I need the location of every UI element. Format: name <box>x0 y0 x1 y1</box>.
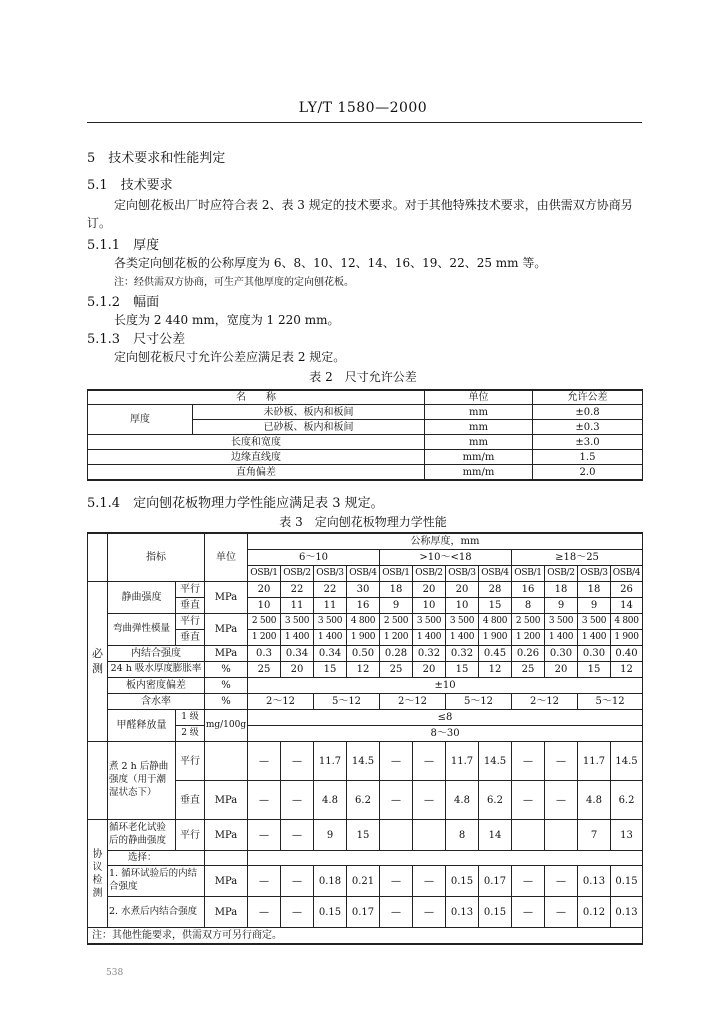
group-spacer <box>88 742 108 820</box>
column-header-unit: 单位 <box>425 390 533 405</box>
unit-cell: MPa <box>205 897 248 928</box>
value-cell: 1 900 <box>611 630 643 646</box>
table-row <box>88 614 643 630</box>
direction-perpendicular: 垂直 <box>176 630 205 646</box>
value-cell: 0.40 <box>611 646 643 662</box>
value-cell: 1 200 <box>248 630 281 646</box>
unit-cell: mg/100g <box>205 710 248 742</box>
value-cell: 15 <box>479 598 512 614</box>
grade-1-label: 1 级 <box>176 710 205 726</box>
cyclic-bending-label: 循环老化试验后的静曲强度 <box>108 820 176 851</box>
value-cell: — <box>248 781 281 820</box>
value-cell: 0.17 <box>347 897 380 928</box>
value-cell: 2～12 <box>512 694 578 710</box>
row-unit: mm/m <box>425 450 533 465</box>
moisture-label: 含水率 <box>108 694 205 710</box>
value-cell: 0.15 <box>446 866 479 897</box>
value-cell: 6.2 <box>479 781 512 820</box>
section-5-1-paragraph-cont: 订。 <box>87 216 112 230</box>
osb-grade: OSB/1 <box>380 566 413 582</box>
column-header-nominal-thickness: 公称厚度，mm <box>248 533 643 550</box>
table-row <box>88 662 643 678</box>
value-cell: 4 800 <box>347 614 380 630</box>
value-cell: 0.15 <box>479 897 512 928</box>
value-cell: 9 <box>578 598 611 614</box>
value-cell: 6.2 <box>347 781 380 820</box>
value-cell: 20 <box>248 582 281 598</box>
thickness-group-3: ≥18～25 <box>512 550 643 566</box>
section-5-1-paragraph: 定向刨花板出厂时应符合表 2、表 3 规定的技术要求。对于其他特殊技术要求，由供需双方协商另 <box>114 198 633 212</box>
value-cell: — <box>380 897 413 928</box>
value-cell: 16 <box>347 598 380 614</box>
value-cell: 11 <box>281 598 314 614</box>
value-cell: 10 <box>446 598 479 614</box>
value-cell: 4 800 <box>479 614 512 630</box>
value-cell: 0.30 <box>545 646 578 662</box>
value-cell: 11.7 <box>578 742 611 781</box>
value-cell: 20 <box>413 582 446 598</box>
column-header-name: 名 称 <box>88 390 425 405</box>
unit-cell: % <box>205 678 248 694</box>
value-cell: 26 <box>611 582 643 598</box>
osb-grade: OSB/3 <box>578 566 611 582</box>
value-cell: 18 <box>545 582 578 598</box>
value-cell: 12 <box>479 662 512 678</box>
value-cell: — <box>512 897 545 928</box>
value-cell: 6.2 <box>611 781 643 820</box>
osb-grade: OSB/4 <box>479 566 512 582</box>
value-cell: — <box>248 866 281 897</box>
value-cell: 0.21 <box>347 866 380 897</box>
table-row <box>88 405 643 420</box>
value-cell: 14.5 <box>479 742 512 781</box>
unit-cell: MPa <box>205 614 248 646</box>
section-5-1-4-title: 5.1.4 定向刨花板物理力学性能应满足表 3 规定。 <box>87 496 384 511</box>
internal-bond-label: 内结合强度 <box>108 646 205 662</box>
value-cell: 0.34 <box>314 646 347 662</box>
value-cell: — <box>413 742 446 781</box>
value-cell: — <box>281 781 314 820</box>
value-cell: 22 <box>281 582 314 598</box>
value-cell <box>248 851 643 866</box>
value-cell: 11 <box>314 598 347 614</box>
value-cell: — <box>545 897 578 928</box>
direction-parallel: 平行 <box>176 582 205 598</box>
section-5-1-1-title: 5.1.1 厚度 <box>87 238 160 253</box>
value-cell: 1 400 <box>281 630 314 646</box>
value-cell: 0.45 <box>479 646 512 662</box>
section-5-1-1-note: 注：经供需双方协商，可生产其他厚度的定向刨花板。 <box>114 277 354 288</box>
value-cell: ≤8 <box>248 710 643 726</box>
value-cell: 2～12 <box>380 694 446 710</box>
value-cell: 2 500 <box>380 614 413 630</box>
section-5-1-3-paragraph: 定向刨花板尺寸允许公差应满足表 2 规定。 <box>114 350 346 364</box>
direction-parallel: 平行 <box>176 614 205 630</box>
value-cell: — <box>512 866 545 897</box>
row-label: 长度和宽度 <box>88 435 425 450</box>
value-cell <box>380 820 413 851</box>
table-row <box>88 390 643 405</box>
row-label: 直角偏差 <box>88 465 425 481</box>
value-cell: 5～12 <box>314 694 380 710</box>
value-cell: — <box>281 742 314 781</box>
value-cell: 15 <box>347 820 380 851</box>
value-cell: 4.8 <box>314 781 347 820</box>
section-5-1-2-paragraph: 长度为 2 440 mm，宽度为 1 220 mm。 <box>114 313 340 327</box>
row-unit: mm <box>425 420 533 435</box>
value-cell: 0.13 <box>611 897 643 928</box>
table-row <box>88 465 643 481</box>
value-cell: 2～12 <box>248 694 314 710</box>
value-cell: 11.7 <box>314 742 347 781</box>
value-cell: 25 <box>512 662 545 678</box>
choose-label: 选择： <box>108 851 205 866</box>
section-5-1-2-title: 5.1.2 幅面 <box>87 295 160 310</box>
page-number: 538 <box>106 968 124 978</box>
static-bending-label: 静曲强度 <box>108 582 176 614</box>
thickness-label: 厚度 <box>88 405 193 435</box>
value-cell: — <box>281 897 314 928</box>
value-cell: — <box>248 820 281 851</box>
value-cell: 10 <box>248 598 281 614</box>
value-cell: 8 <box>446 820 479 851</box>
value-cell: 25 <box>380 662 413 678</box>
value-cell: 10 <box>413 598 446 614</box>
value-cell: 22 <box>314 582 347 598</box>
value-cell: 1 400 <box>446 630 479 646</box>
value-cell: 3 500 <box>446 614 479 630</box>
value-cell: 1 900 <box>347 630 380 646</box>
osb-grade: OSB/2 <box>545 566 578 582</box>
value-cell: 1 400 <box>545 630 578 646</box>
column-header-unit: 单位 <box>205 533 248 582</box>
table-2-caption: 表 2 尺寸允许公差 <box>309 370 417 384</box>
row-tolerance: ±0.3 <box>533 420 643 435</box>
value-cell: 20 <box>446 582 479 598</box>
value-cell: 25 <box>248 662 281 678</box>
value-cell: 3 500 <box>545 614 578 630</box>
table-row <box>88 435 643 450</box>
value-cell: 3 500 <box>314 614 347 630</box>
unit-cell <box>205 742 248 781</box>
osb-grade: OSB/3 <box>314 566 347 582</box>
value-cell: — <box>413 866 446 897</box>
value-cell: 9 <box>314 820 347 851</box>
value-cell: — <box>413 781 446 820</box>
value-cell: — <box>281 866 314 897</box>
value-cell: 0.28 <box>380 646 413 662</box>
value-cell: 28 <box>479 582 512 598</box>
cyclic-internal-bond-label: 1. 循环试验后的内结合强度 <box>108 866 205 897</box>
value-cell: 1 400 <box>413 630 446 646</box>
value-cell: 1 900 <box>479 630 512 646</box>
value-cell: 18 <box>578 582 611 598</box>
value-cell: — <box>545 866 578 897</box>
table-row <box>88 710 643 726</box>
value-cell: — <box>248 897 281 928</box>
header-rule <box>87 122 642 123</box>
value-cell: 16 <box>512 582 545 598</box>
formaldehyde-label: 甲醛释放量 <box>108 710 176 742</box>
value-cell: 8～30 <box>248 726 643 742</box>
value-cell: 3 500 <box>413 614 446 630</box>
value-cell: 0.50 <box>347 646 380 662</box>
value-cell: 0.18 <box>314 866 347 897</box>
value-cell: 11.7 <box>446 742 479 781</box>
unit-cell: MPa <box>205 781 248 820</box>
column-header-tolerance: 允许公差 <box>533 390 643 405</box>
value-cell: 14 <box>479 820 512 851</box>
group-agreed-label: 协议检测 <box>88 820 108 928</box>
value-cell: 0.26 <box>512 646 545 662</box>
thickness-group-1: 6～10 <box>248 550 380 566</box>
value-cell: 2 500 <box>248 614 281 630</box>
value-cell: 0.34 <box>281 646 314 662</box>
row-label: 未砂板、板内和板间 <box>193 405 425 420</box>
value-cell: 20 <box>413 662 446 678</box>
value-cell: — <box>248 742 281 781</box>
value-cell: 12 <box>347 662 380 678</box>
value-cell: 7 <box>578 820 611 851</box>
value-cell: 14.5 <box>611 742 643 781</box>
row-unit: mm <box>425 405 533 420</box>
section-5-1-3-title: 5.1.3 尺寸公差 <box>87 332 186 347</box>
grade-2-label: 2 级 <box>176 726 205 742</box>
osb-grade: OSB/3 <box>446 566 479 582</box>
value-cell: — <box>512 742 545 781</box>
unit-cell: % <box>205 662 248 678</box>
value-cell: 1 200 <box>512 630 545 646</box>
value-cell: 8 <box>512 598 545 614</box>
value-cell: 15 <box>578 662 611 678</box>
standard-code-header: LY/T 1580—2000 <box>298 100 428 116</box>
value-cell: 4.8 <box>446 781 479 820</box>
value-cell: 15 <box>314 662 347 678</box>
value-cell: 0.13 <box>446 897 479 928</box>
value-cell <box>512 820 545 851</box>
value-cell: 4.8 <box>578 781 611 820</box>
value-cell: 0.12 <box>578 897 611 928</box>
density-deviation-label: 板内密度偏差 <box>108 678 205 694</box>
value-cell: 0.32 <box>446 646 479 662</box>
table-row <box>88 897 643 928</box>
value-cell: 0.13 <box>578 866 611 897</box>
table-3-note: 注：其他性能要求，供需双方可另行商定。 <box>88 928 643 945</box>
osb-grade: OSB/2 <box>413 566 446 582</box>
table-row <box>88 866 643 897</box>
value-cell: 12 <box>611 662 643 678</box>
value-cell: 3 500 <box>281 614 314 630</box>
unit-cell: MPa <box>205 820 248 851</box>
value-cell: 5～12 <box>446 694 512 710</box>
value-cell: 13 <box>611 820 643 851</box>
value-cell: 20 <box>545 662 578 678</box>
direction-parallel: 平行 <box>176 742 205 781</box>
direction-parallel: 平行 <box>176 820 205 851</box>
group-spacer <box>88 533 108 582</box>
table-row <box>88 820 643 851</box>
value-cell: 3 500 <box>578 614 611 630</box>
column-header-index: 指标 <box>108 533 205 582</box>
table-row <box>88 851 643 866</box>
value-cell: 15 <box>446 662 479 678</box>
osb-grade: OSB/1 <box>512 566 545 582</box>
value-cell: — <box>380 866 413 897</box>
value-cell: — <box>413 897 446 928</box>
thickness-group-2: >10～<18 <box>380 550 512 566</box>
section-5-title: 5 技术要求和性能判定 <box>87 151 226 166</box>
value-cell: 5～12 <box>578 694 643 710</box>
osb-grade: OSB/4 <box>347 566 380 582</box>
value-cell: 9 <box>545 598 578 614</box>
table-row <box>88 533 643 550</box>
value-cell: 9 <box>380 598 413 614</box>
table-3-physical-mechanical-properties <box>87 532 643 945</box>
osb-grade: OSB/4 <box>611 566 643 582</box>
row-label: 边缘直线度 <box>88 450 425 465</box>
unit-cell: MPa <box>205 646 248 662</box>
value-cell: 1 400 <box>314 630 347 646</box>
direction-perpendicular: 垂直 <box>176 781 205 820</box>
value-cell: 2 500 <box>512 614 545 630</box>
unit-cell: % <box>205 694 248 710</box>
osb-grade: OSB/2 <box>281 566 314 582</box>
table-row <box>88 928 643 945</box>
value-cell: — <box>512 781 545 820</box>
value-cell: 14 <box>611 598 643 614</box>
row-tolerance: 2.0 <box>533 465 643 481</box>
table-row <box>88 582 643 598</box>
value-cell: 0.32 <box>413 646 446 662</box>
boiled-strength-label: 煮 2 h 后静曲强度（用于潮湿状态下） <box>108 742 176 820</box>
table-row <box>88 742 643 781</box>
value-cell: — <box>281 820 314 851</box>
value-cell: 20 <box>281 662 314 678</box>
value-cell: 1 400 <box>578 630 611 646</box>
value-cell: 0.30 <box>578 646 611 662</box>
section-5-1-1-paragraph: 各类定向刨花板的公称厚度为 6、8、10、12、14、16、19、22、25 mm 等。 <box>114 256 547 270</box>
row-tolerance: ±3.0 <box>533 435 643 450</box>
value-cell: 0.17 <box>479 866 512 897</box>
table-row <box>88 646 643 662</box>
value-cell <box>413 820 446 851</box>
direction-perpendicular: 垂直 <box>176 598 205 614</box>
value-cell: 14.5 <box>347 742 380 781</box>
value-cell: 4 800 <box>611 614 643 630</box>
value-cell: 30 <box>347 582 380 598</box>
value-cell: 0.3 <box>248 646 281 662</box>
value-cell: 0.15 <box>611 866 643 897</box>
value-cell: 18 <box>380 582 413 598</box>
table-row <box>88 450 643 465</box>
group-required-label: 必测 <box>88 582 108 742</box>
value-cell: ±10 <box>248 678 643 694</box>
row-label: 已砂板、板内和板间 <box>193 420 425 435</box>
value-cell: — <box>545 781 578 820</box>
value-cell: — <box>380 781 413 820</box>
modulus-label: 弯曲弹性模量 <box>108 614 176 646</box>
value-cell: — <box>545 742 578 781</box>
value-cell: — <box>380 742 413 781</box>
osb-grade: OSB/1 <box>248 566 281 582</box>
unit-cell: MPa <box>205 582 248 614</box>
row-tolerance: ±0.8 <box>533 405 643 420</box>
row-tolerance: 1.5 <box>533 450 643 465</box>
value-cell: 0.15 <box>314 897 347 928</box>
table-2-dimension-tolerances <box>87 389 643 481</box>
table-row <box>88 694 643 710</box>
row-unit: mm <box>425 435 533 450</box>
boiled-internal-bond-label: 2. 水煮后内结合强度 <box>108 897 205 928</box>
swelling-label: 24 h 吸水厚度膨胀率 <box>108 662 205 678</box>
value-cell: 1 200 <box>380 630 413 646</box>
table-row <box>88 678 643 694</box>
value-cell <box>545 820 578 851</box>
section-5-1-title: 5.1 技术要求 <box>87 178 173 193</box>
row-unit: mm/m <box>425 465 533 481</box>
table-3-caption: 表 3 定向刨花板物理力学性能 <box>279 515 447 529</box>
unit-cell: MPa <box>205 866 248 897</box>
unit-cell <box>205 851 248 866</box>
